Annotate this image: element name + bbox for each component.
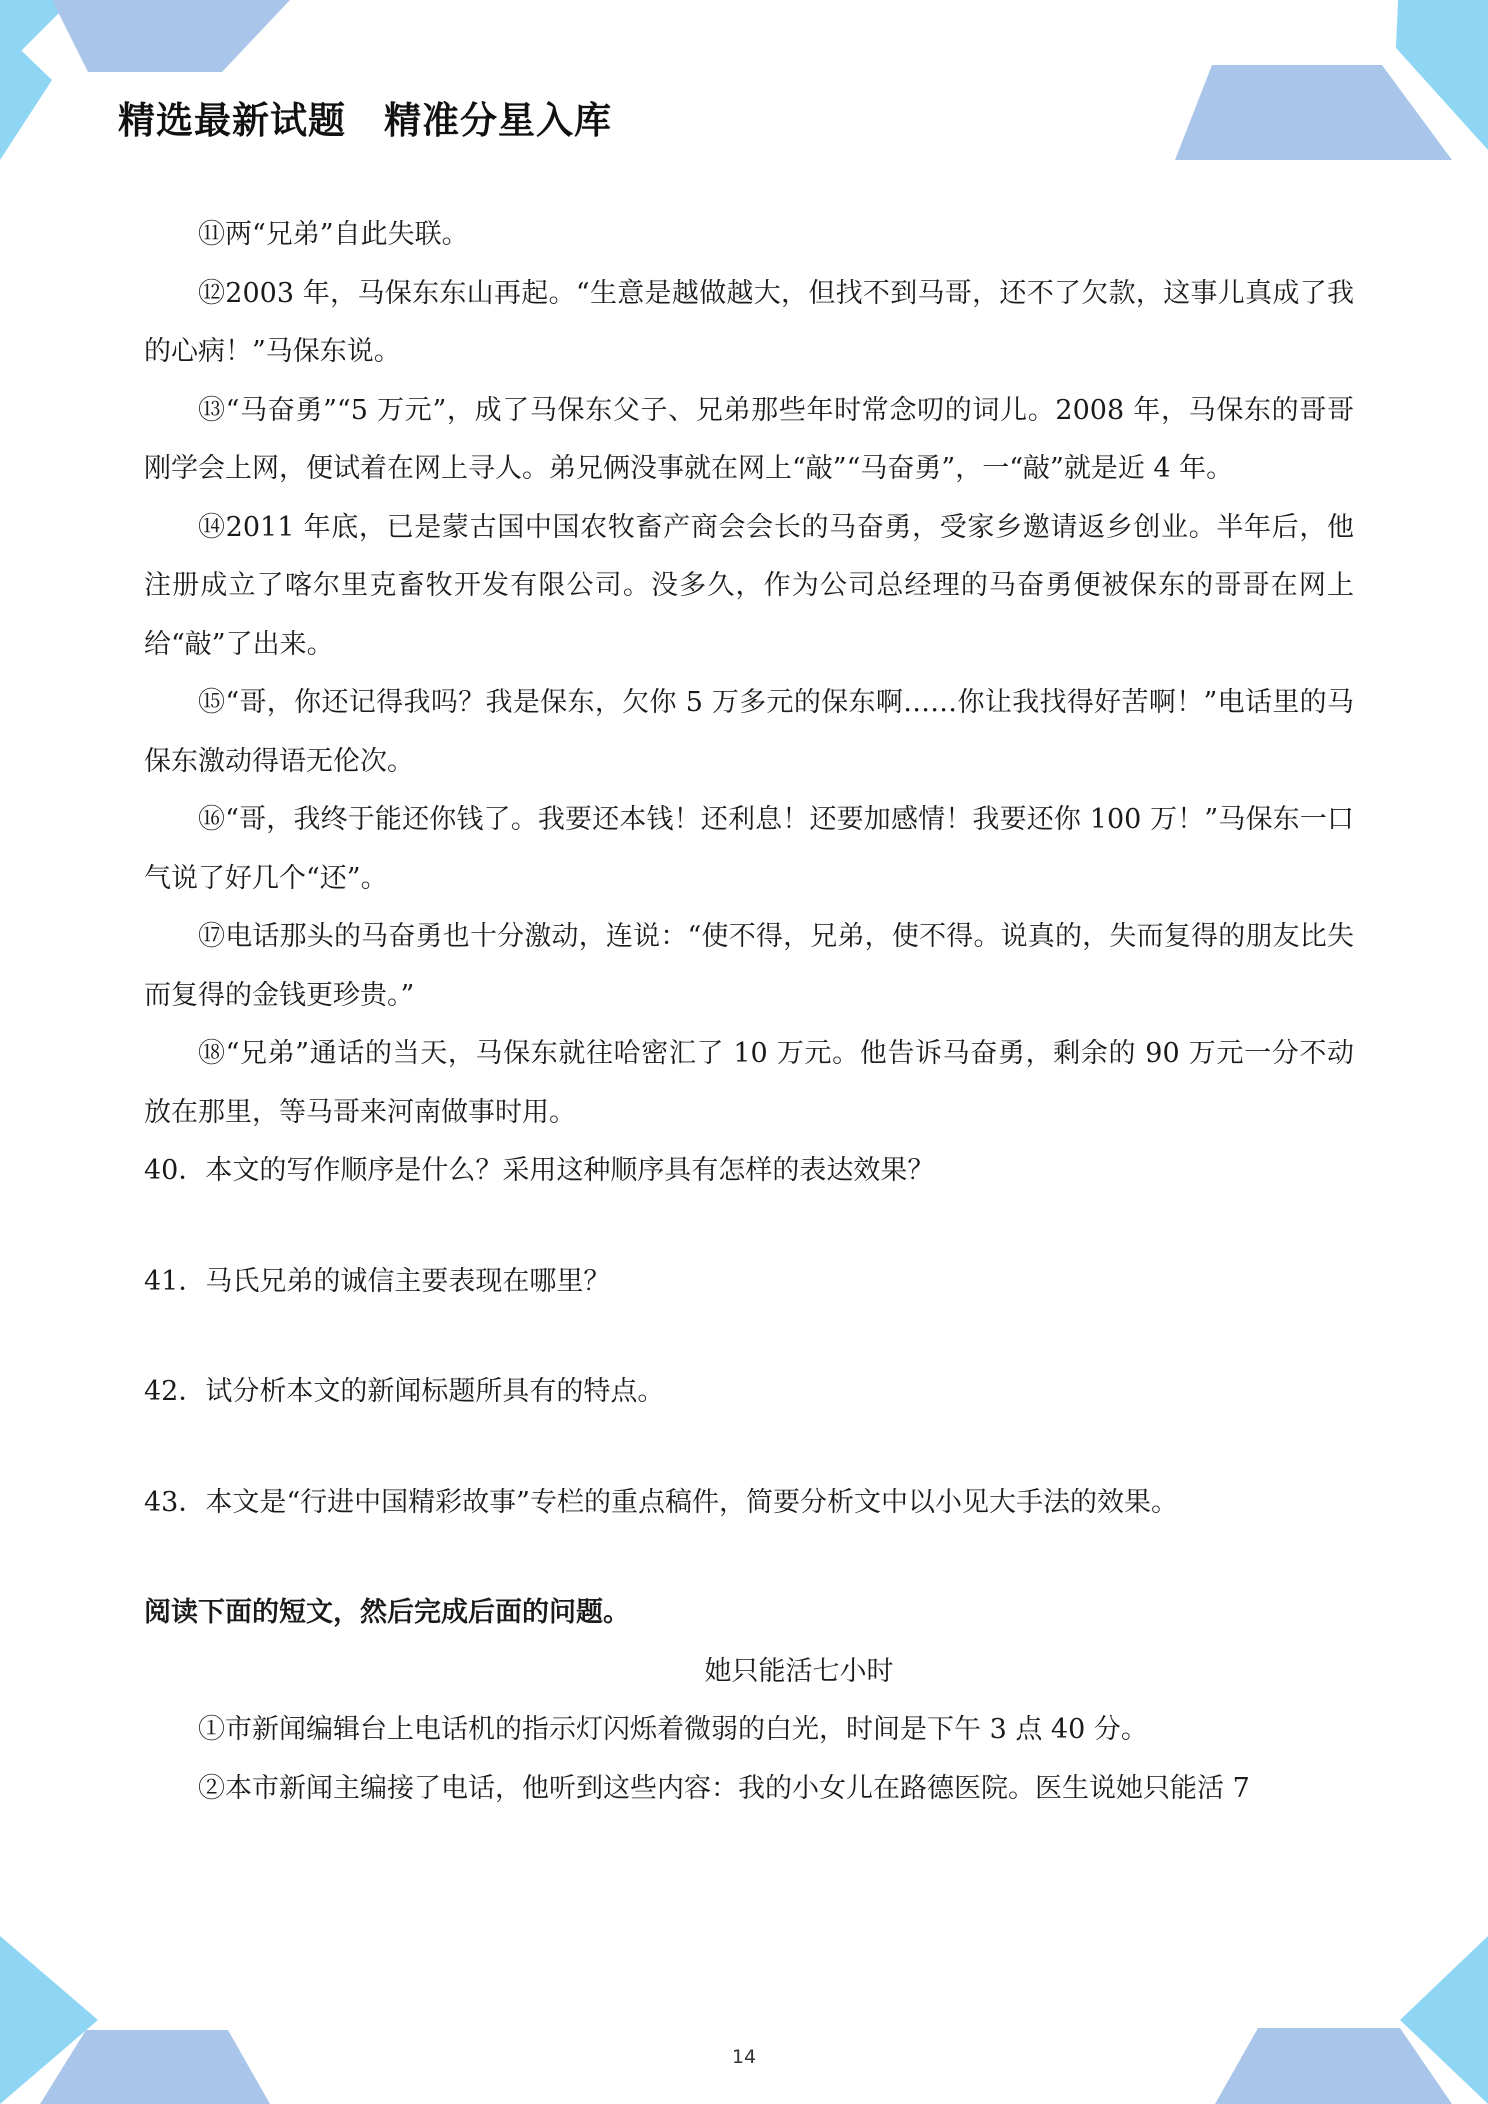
decor-shape <box>1400 1936 1488 2104</box>
question-43: 43．本文是“行进中国精彩故事”专栏的重点稿件，简要分析文中以小见大手法的效果。 <box>144 1486 1178 1518</box>
decor-shape <box>52 0 290 72</box>
question-41: 41．马氏兄弟的诚信主要表现在哪里？ <box>144 1265 611 1297</box>
answer-space <box>144 1532 1354 1584</box>
decor-shape <box>1175 65 1452 160</box>
decor-shape <box>0 1936 98 2104</box>
article-paragraph: ⑯“哥，我终于能还你钱了。我要还本钱！还利息！还要加感情！我要还你 100 万！”马保东一口气说了好几个“还”。 <box>144 804 1354 894</box>
story-title: 她只能活七小时 <box>704 1655 894 1687</box>
story-paragraph: ②本市新闻主编接了电话，他听到这些内容：我的小女儿在路德医院。医生说她只能活 7 <box>198 1772 1250 1804</box>
article-paragraph: ⑬“马奋勇”“5 万元”，成了马保东父子、兄弟那些年时常念叨的词儿。2008 年，马保东的哥哥刚学会上网，便试着在网上寻人。弟兄俩没事就在网上“敲”“马奋勇”，一“敲”就是近 4 年。 <box>144 394 1354 484</box>
question-42: 42．试分析本文的新闻标题所具有的特点。 <box>144 1376 665 1407</box>
section-heading: 阅读下面的短文，然后完成后面的问题。 <box>144 1597 630 1628</box>
article-paragraph: ⑭2011 年底，已是蒙古国中国农牧畜产商会会长的马奋勇，受家乡邀请返乡创业。半年后，他注册成立了喀尔里克畜牧开发有限公司。没多久，作为公司总经理的马奋勇便被保东的哥哥在网上给“敲”了出来。 <box>144 511 1354 660</box>
answer-space <box>144 1311 1354 1363</box>
story-paragraph: ①市新闻编辑台上电话机的指示灯闪烁着微弱的白光，时间是下午 3 点 40 分。 <box>198 1714 1148 1745</box>
article-paragraph: ⑱“兄弟”通话的当天，马保东就往哈密汇了 10 万元。他告诉马奋勇，剩余的 90 万元一分不动放在那里，等马哥来河南做事时用。 <box>144 1038 1354 1128</box>
decor-shape <box>0 0 72 72</box>
answer-space <box>144 1422 1354 1474</box>
article-paragraph: ⑮“哥，你还记得我吗？我是保东，欠你 5 万多元的保东啊……你让我找得好苦啊！”电话里的马保东激动得语无伦次。 <box>144 687 1354 777</box>
decor-shape <box>0 30 52 160</box>
header-title: 精选最新试题 精准分星入库 <box>118 99 612 142</box>
question-40: 40．本文的写作顺序是什么？采用这种顺序具有怎样的表达效果？ <box>144 1155 935 1186</box>
page-content <box>144 206 1354 1818</box>
article-paragraph: ⑪两“兄弟”自此失联。 <box>198 219 469 250</box>
page-number: 14 <box>731 2046 757 2068</box>
article-paragraph: ⑰电话那头的马奋勇也十分激动，连说：“使不得，兄弟，使不得。说真的，失而复得的朋友比失而复得的金钱更珍贵。” <box>144 921 1354 1011</box>
answer-space <box>144 1201 1354 1253</box>
decor-shape <box>1396 0 1488 150</box>
article-paragraph: ⑫2003 年，马保东东山再起。“生意是越做越大，但找不到马哥，还不了欠款，这事儿真成了我的心病！”马保东说。 <box>144 277 1354 367</box>
